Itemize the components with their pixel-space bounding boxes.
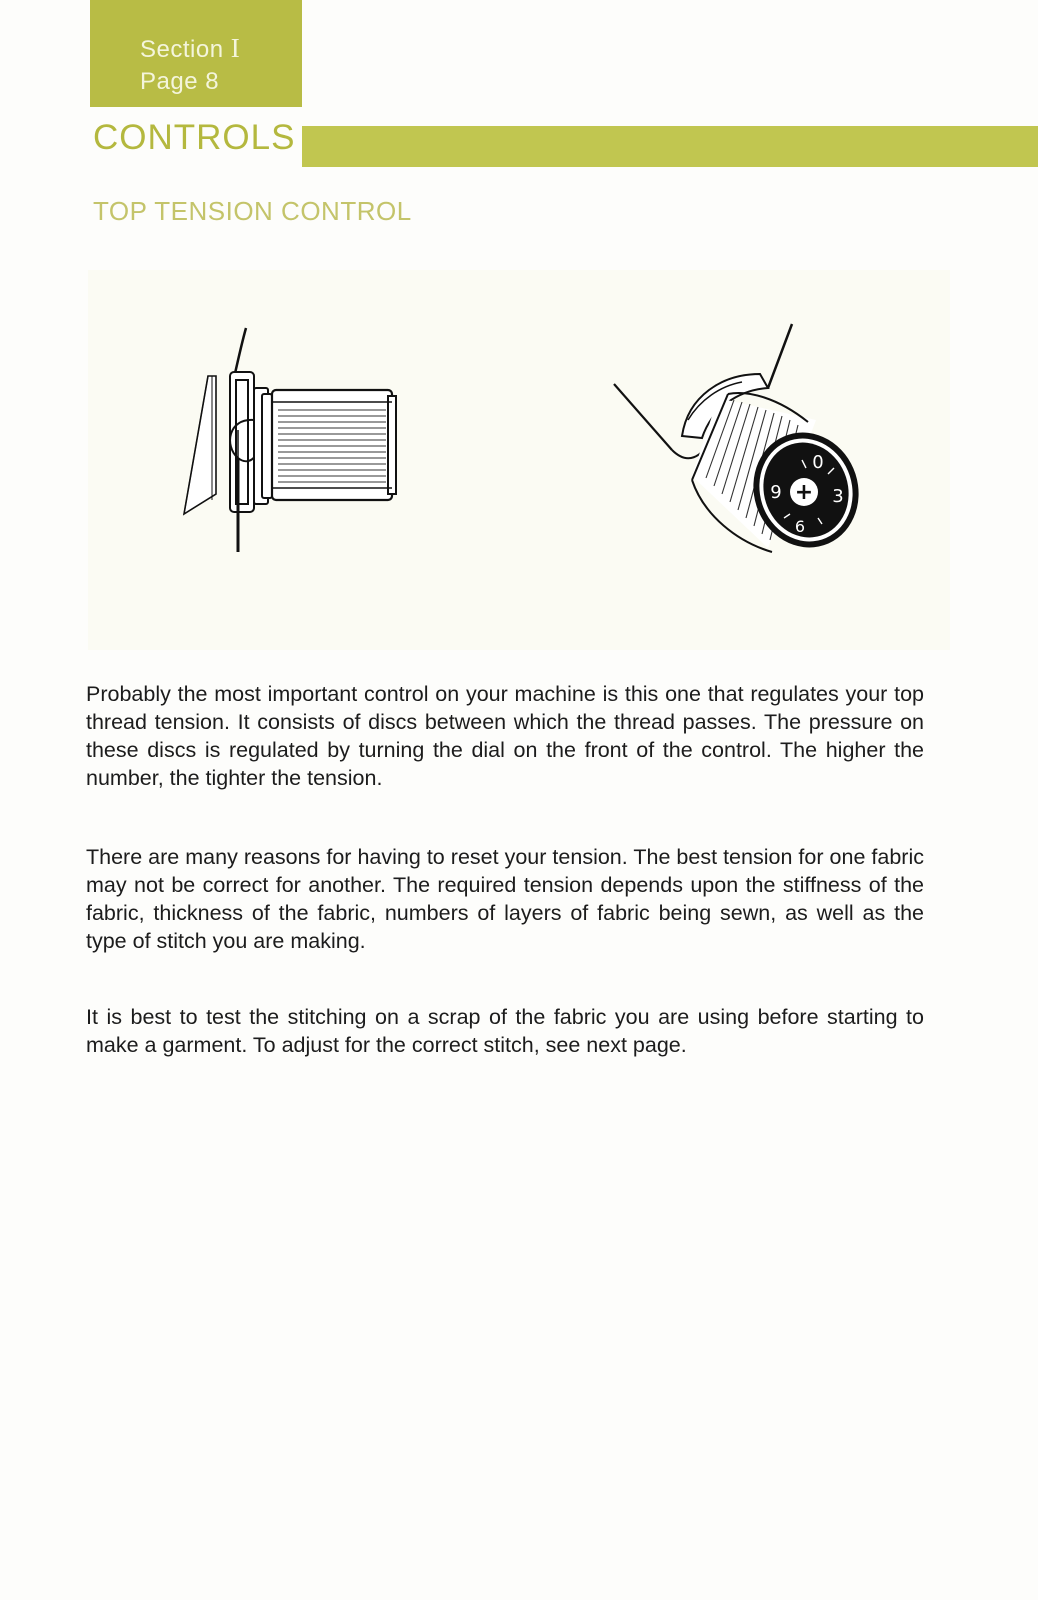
section-subtitle: TOP TENSION CONTROL [93, 196, 412, 226]
paragraph-tension-overview: Probably the most important control on your machine is this one that regulates your top thread tension. It consists of discs between which the thread passes. The pressure on these discs is regulated by turning the dial on the front of the control. The higher the number, the tighter the tension. [86, 682, 924, 790]
section-number: I [230, 33, 241, 63]
dial-number-6: 6 [794, 517, 806, 536]
title-accent-bar [302, 126, 1038, 167]
section-line [140, 32, 302, 66]
section-label: Section [140, 36, 224, 63]
paragraph-tension-reasons: There are many reasons for having to reset your tension. The best tension for one fabric may not be correct for another. The required tension depends upon the stiffness of the fabric, thickness of the fabric, numbers of layers of fabric being sewn, as well as the type of stitch you are making. [86, 845, 924, 953]
page-title: CONTROLS [93, 118, 296, 157]
dial-number-3: 3 [832, 486, 844, 507]
dial-number-9: 9 [770, 482, 782, 503]
dial-center-symbol: + [794, 480, 814, 505]
section-page-badge [90, 0, 302, 107]
paragraph-tension-test: It is best to test the stitching on a scrap of the fabric you are using before starting to make a garment. To adjust for the correct stitch, see next page. [86, 1005, 924, 1057]
tension-control-illustration [88, 270, 950, 650]
dial-number-0: 0 [812, 452, 824, 473]
page-label: Page [140, 68, 199, 95]
page-line [140, 66, 302, 98]
page-number: 8 [205, 68, 220, 95]
